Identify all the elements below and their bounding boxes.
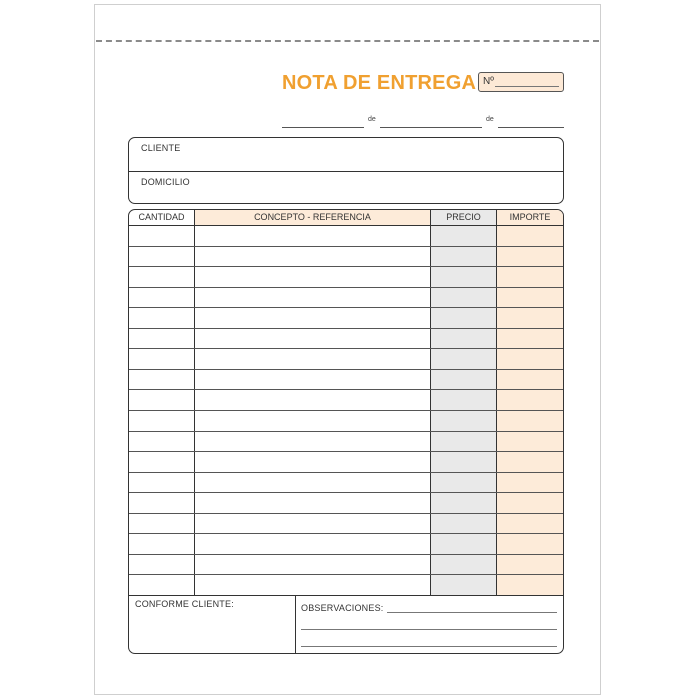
table-row-rule — [129, 451, 563, 452]
column-header-price: PRECIO — [431, 210, 496, 226]
conformity-label: CONFORME CLIENTE: — [135, 599, 234, 609]
table-row-rule — [129, 410, 563, 411]
observations-label: OBSERVACIONES: — [301, 603, 384, 613]
date-field[interactable] — [282, 116, 564, 128]
date-separator-1: de — [368, 116, 376, 123]
footer-divider — [129, 595, 563, 596]
column-header-amount: IMPORTE — [497, 210, 563, 226]
client-divider — [129, 171, 563, 172]
table-row-rule — [129, 431, 563, 432]
column-price — [431, 210, 497, 595]
items-table — [128, 209, 564, 654]
number-field[interactable] — [478, 72, 564, 92]
column-amount — [497, 210, 563, 595]
column-quantity — [129, 210, 195, 595]
table-row-rule — [129, 307, 563, 308]
table-row-rule — [129, 472, 563, 473]
number-label: Nº — [483, 76, 494, 87]
table-row-rule — [129, 369, 563, 370]
table-row-rule — [129, 287, 563, 288]
table-row-rule — [129, 533, 563, 534]
footer-split — [295, 595, 296, 653]
table-row-rule — [129, 513, 563, 514]
column-header-concept: CONCEPTO - REFERENCIA — [195, 210, 430, 226]
date-day-line — [282, 127, 364, 128]
date-separator-2: de — [486, 116, 494, 123]
client-label: CLIENTE — [141, 143, 181, 153]
client-box — [128, 137, 564, 204]
table-row-rule — [129, 492, 563, 493]
date-year-line — [498, 127, 564, 128]
date-month-line — [380, 127, 482, 128]
column-concept — [195, 210, 431, 595]
perforation-line — [96, 40, 599, 42]
observations-line-3[interactable] — [301, 646, 557, 647]
observations-line-2[interactable] — [301, 629, 557, 630]
column-header-quantity: CANTIDAD — [129, 210, 194, 226]
address-label: DOMICILIO — [141, 177, 190, 187]
number-underline — [495, 86, 559, 87]
table-row-rule — [129, 348, 563, 349]
table-row-rule — [129, 266, 563, 267]
table-row-rule — [129, 554, 563, 555]
table-row-rule — [129, 246, 563, 247]
table-row-rule — [129, 328, 563, 329]
table-row-rule — [129, 389, 563, 390]
form-title: NOTA DE ENTREGA — [282, 72, 477, 94]
table-row-rule — [129, 574, 563, 575]
observations-line-1[interactable] — [387, 612, 557, 613]
